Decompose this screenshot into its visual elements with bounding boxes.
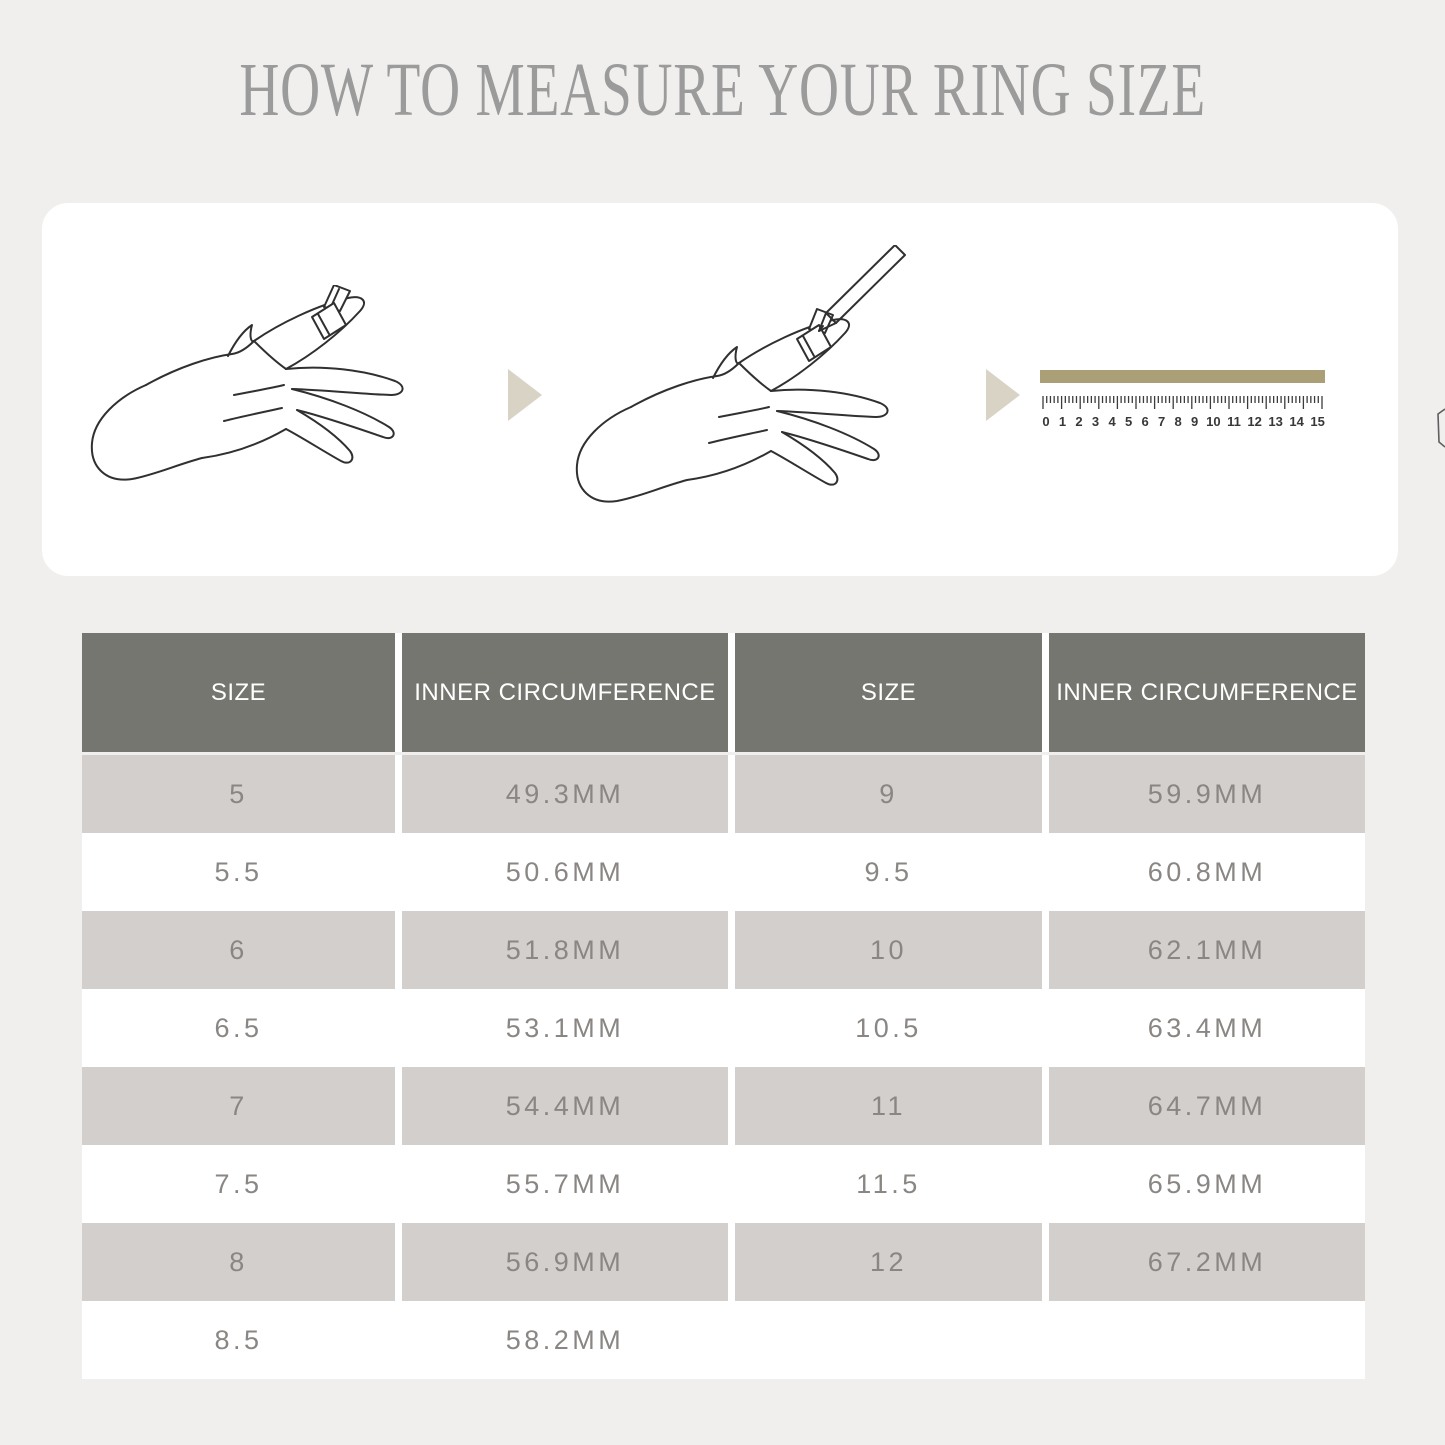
table-cell: 8	[82, 1223, 395, 1301]
table-cell: 6.5	[82, 989, 395, 1067]
table-cell: 65.9MM	[1049, 1145, 1365, 1223]
table-cell: 49.3MM	[402, 755, 728, 833]
page-title: HOW TO MEASURE YOUR RING SIZE	[239, 47, 1206, 133]
table-cell: 55.7MM	[402, 1145, 728, 1223]
ruler-number: 7	[1157, 414, 1166, 429]
table-cell: 5	[82, 755, 395, 833]
table-cell: 54.4MM	[402, 1067, 728, 1145]
table-cell: 51.8MM	[402, 911, 728, 989]
arrow-right-icon	[986, 369, 1020, 421]
table-header-cell: SIZE	[735, 633, 1042, 752]
ruler-number: 13	[1268, 414, 1283, 429]
ruler-number: 10	[1206, 414, 1221, 429]
ruler-number: 8	[1174, 414, 1182, 429]
ruler-scale	[1041, 414, 1325, 429]
table-row	[82, 1301, 1365, 1379]
ruler-number: 9	[1191, 414, 1199, 429]
ruler-number: 14	[1289, 414, 1304, 429]
table-row	[82, 989, 1365, 1067]
hand-with-paper-strip-illustration	[82, 285, 502, 520]
arrow-right-icon	[508, 369, 542, 421]
table-cell: 58.2MM	[402, 1301, 728, 1379]
table-row	[82, 1145, 1365, 1223]
ruler-bar	[1040, 370, 1325, 383]
table-cell: 6	[82, 911, 395, 989]
table-row	[82, 1223, 1365, 1301]
table-row	[82, 833, 1365, 911]
table-row	[82, 755, 1365, 833]
table-cell: 9	[735, 755, 1042, 833]
table-cell: 5.5	[82, 833, 395, 911]
table-cell: 59.9MM	[1049, 755, 1365, 833]
table-cell: 11.5	[735, 1145, 1042, 1223]
ruler-number: 0	[1042, 414, 1050, 429]
cropped-edge-icon	[1436, 408, 1445, 448]
table-row	[82, 1067, 1365, 1145]
ruler-number: 6	[1141, 414, 1149, 429]
hand-marking-with-pencil-illustration	[562, 245, 992, 545]
table-cell: 7.5	[82, 1145, 395, 1223]
ruler-number: 5	[1124, 414, 1133, 429]
table-cell: 60.8MM	[1049, 833, 1365, 911]
table-header-cell: INNER CIRCUMFERENCE	[402, 633, 728, 752]
table-header-cell: INNER CIRCUMFERENCE	[1049, 633, 1365, 752]
table-cell: 10.5	[735, 989, 1042, 1067]
table-cell: 12	[735, 1223, 1042, 1301]
table-cell	[1049, 1301, 1365, 1379]
table-cell: 64.7MM	[1049, 1067, 1365, 1145]
ruler-number: 15	[1310, 414, 1325, 429]
ruler-number: 2	[1075, 414, 1083, 429]
table-cell: 50.6MM	[402, 833, 728, 911]
table-cell: 11	[735, 1067, 1042, 1145]
table-cell: 63.4MM	[1049, 989, 1365, 1067]
table-header-cell: SIZE	[82, 633, 395, 752]
table-cell	[735, 1301, 1042, 1379]
table-cell: 62.1MM	[1049, 911, 1365, 989]
ruler-number: 4	[1108, 414, 1116, 429]
ruler-number: 11	[1227, 414, 1241, 429]
ruler-number: 3	[1091, 414, 1100, 429]
ruler-ticks	[1040, 396, 1325, 411]
ruler-number: 1	[1058, 414, 1067, 429]
table-cell: 10	[735, 911, 1042, 989]
table-header-row	[82, 633, 1365, 752]
ruler-illustration	[1040, 370, 1325, 432]
table-body	[82, 755, 1365, 1379]
table-cell: 9.5	[735, 833, 1042, 911]
table-cell: 8.5	[82, 1301, 395, 1379]
ring-size-table	[82, 633, 1365, 1379]
table-cell: 7	[82, 1067, 395, 1145]
table-cell: 56.9MM	[402, 1223, 728, 1301]
instructions-card	[42, 203, 1398, 576]
table-row	[82, 911, 1365, 989]
ruler-number: 12	[1247, 414, 1262, 429]
table-cell: 53.1MM	[402, 989, 728, 1067]
table-cell: 67.2MM	[1049, 1223, 1365, 1301]
